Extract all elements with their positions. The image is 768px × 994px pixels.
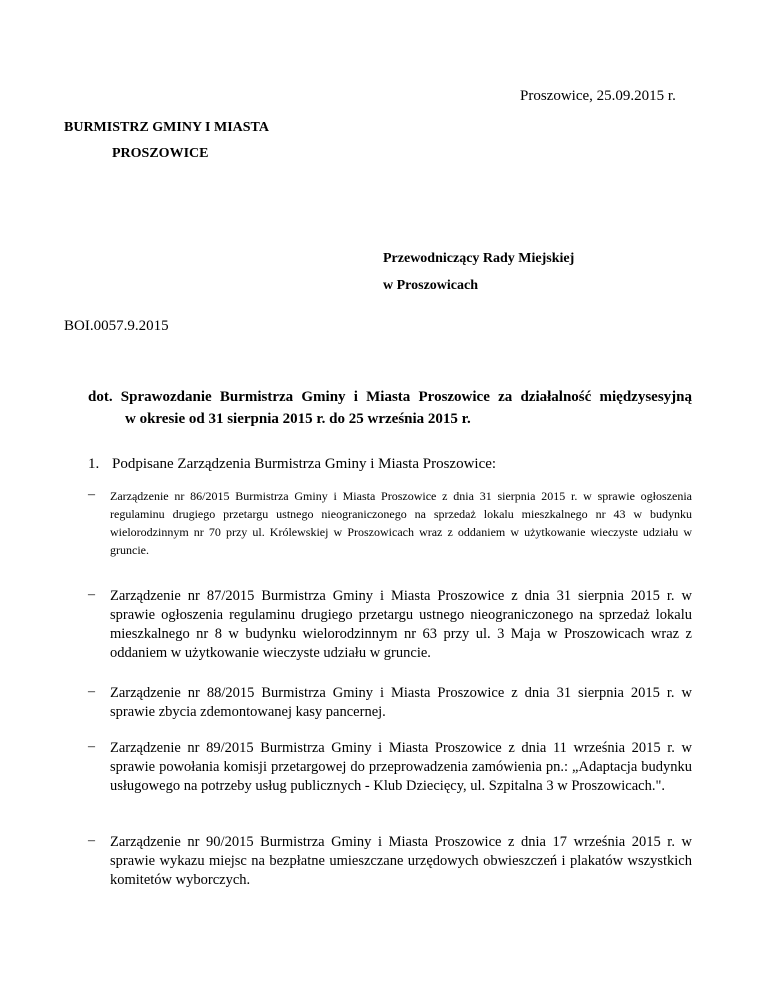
list-item-text: Zarządzenie nr 90/2015 Burmistrza Gminy i Miasta Proszowice z dnia 17 września 2015 r. w sprawie wykazu miejsc na bezpłatne umieszczane urzędowych obwieszczeń i plakatów wszystkich komitetów wyborczych. [110,834,692,888]
bullet-dash: – [88,833,95,848]
bullet-dash: – [88,739,95,754]
sender-line-2: PROSZOWICE [112,146,209,161]
recipient-line-2: w Proszowicach [383,278,478,293]
reference-number: BOI.0057.9.2015 [64,318,169,334]
document-date: Proszowice, 25.09.2015 r. [520,88,676,104]
subject [88,386,692,430]
bullet-dash: – [88,587,95,602]
section-heading [88,456,496,473]
list-item [88,739,692,796]
list-item-text: Zarządzenie nr 89/2015 Burmistrza Gminy i Miasta Proszowice z dnia 11 września 2015 r. w sprawie powołania komisji przetargowej do przeprowadzenia zamówienia pn.: „Adaptacja budynku usługowego na potrzeby usług publicznych - Klub Dziecięcy, ul. Szpitalna 3 w Proszowicach.". [110,740,692,794]
subject-line-1: dot. Sprawozdanie Burmistrza Gminy i Miasta Proszowice za działalność międzysesyjną [88,389,692,405]
subject-line-2: w okresie od 31 sierpnia 2015 r. do 25 września 2015 r. [125,411,471,427]
bullet-dash: – [88,684,95,699]
list-item-text: Zarządzenie nr 86/2015 Burmistrza Gminy i Miasta Proszowice z dnia 31 sierpnia 2015 r. w sprawie ogłoszenia regulaminu drugiego przetargu ustnego nieograniczonego na sprzedaż lokalu mieszkalnego nr 43 w budynku wielorodzinnym nr 70 przy ul. Królewskiej w Proszowicach wraz z oddaniem w użytkowanie wieczyste udziału w gruncie. [110,489,692,557]
bullet-dash: – [88,487,95,502]
list-item-text: Zarządzenie nr 87/2015 Burmistrza Gminy i Miasta Proszowice z dnia 31 sierpnia 2015 r. w sprawie ogłoszenia regulaminu drugiego przetargu ustnego nieograniczonego na sprzedaż lokalu mieszkalnego nr 8 w budynku wielorodzinnym nr 63 przy ul. 3 Maja w Proszowicach wraz z oddaniem w użytkowanie wieczyste udziału w gruncie. [110,588,692,661]
section-number: 1. [88,456,100,472]
list-item-text: Zarządzenie nr 88/2015 Burmistrza Gminy i Miasta Proszowice z dnia 31 sierpnia 2015 r. w sprawie zbycia zdemontowanej kasy pancernej. [110,685,692,720]
list-item [88,587,692,663]
sender-line-1: BURMISTRZ GMINY I MIASTA [64,120,269,135]
section-title: Podpisane Zarządzenia Burmistrza Gminy i Miasta Proszowice: [112,456,497,472]
list-item [88,684,692,722]
list-item [88,833,692,890]
recipient-line-1: Przewodniczący Rady Miejskiej [383,251,575,266]
list-item [88,487,692,559]
